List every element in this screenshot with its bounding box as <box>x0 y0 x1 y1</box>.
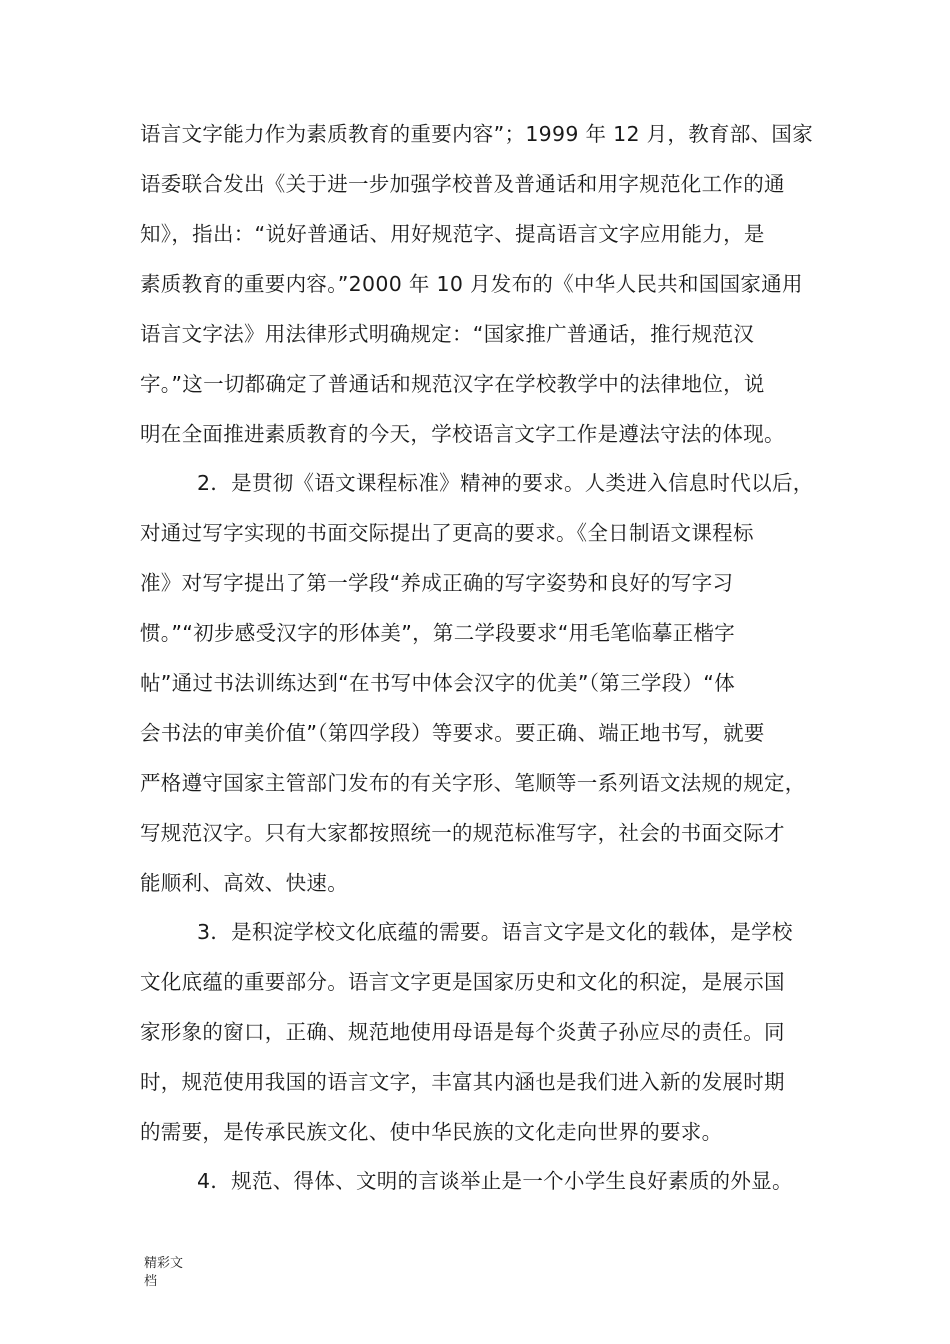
text-line: 严格遵守国家主管部门发布的有关字形、笔顺等一系列语文法规的规定， <box>140 771 806 795</box>
text-line: 帖”通过书法训练达到“在书写中体会汉字的优美”（第三学段）“体 <box>140 671 736 695</box>
text-line: 文化底蕴的重要部分。语言文字更是国家历史和文化的积淀，是展示国 <box>140 970 785 994</box>
text-line: 明在全面推进素质教育的今天，学校语言文字工作是遵法守法的体现。 <box>140 422 785 446</box>
text-line: 的需要，是传承民族文化、使中华民族的文化走向世界的要求。 <box>140 1120 723 1144</box>
text-line: 知》，指出：“说好普通话、用好规范字、提高语言文字应用能力，是 <box>140 222 765 246</box>
footer-line-1: 精彩文 <box>144 1256 184 1271</box>
footer-line-2: 档 <box>144 1274 158 1289</box>
paragraph-3-first-line: 3．是积淀学校文化底蕴的需要。语言文字是文化的载体，是学校 <box>197 920 793 944</box>
page-footer <box>144 1255 183 1291</box>
paragraph-4-first-line: 4．规范、得体、文明的言谈举止是一个小学生良好素质的外显。 <box>197 1169 793 1193</box>
text-line: 家形象的窗口，正确、规范地使用母语是每个炎黄子孙应尽的责任。同 <box>140 1020 785 1044</box>
text-line: 对通过写字实现的书面交际提出了更高的要求。《全日制语文课程标 <box>140 521 754 545</box>
text-line: 素质教育的重要内容。”2000 年 10 月发布的《中华人民共和国国家通用 <box>140 272 803 296</box>
text-line: 准》对写字提出了第一学段“养成正确的写字姿势和良好的写字习 <box>140 571 734 595</box>
text-line: 惯。”“初步感受汉字的形体美”，第二学段要求“用毛笔临摹正楷字 <box>140 621 736 645</box>
text-line: 会书法的审美价值”（第四学段）等要求。要正确、端正地书写，就要 <box>140 721 765 745</box>
text-line: 写规范汉字。只有大家都按照统一的规范标准写字，社会的书面交际才 <box>140 821 785 845</box>
text-line: 语委联合发出《关于进一步加强学校普及普通话和用字规范化工作的通 <box>140 172 785 196</box>
text-line: 字。”这一切都确定了普通话和规范汉字在学校教学中的法律地位，说 <box>140 372 765 396</box>
text-line: 时，规范使用我国的语言文字，丰富其内涵也是我们进入新的发展时期 <box>140 1070 785 1094</box>
text-line: 能顺利、高效、快速。 <box>140 871 348 895</box>
paragraph-2-first-line: 2．是贯彻《语文课程标准》精神的要求。人类进入信息时代以后， <box>197 471 814 495</box>
text-line: 语言文字法》用法律形式明确规定：“国家推广普通话，推行规范汉 <box>140 322 755 346</box>
text-line: 语言文字能力作为素质教育的重要内容”；1999 年 12 月，教育部、国家 <box>140 122 814 146</box>
